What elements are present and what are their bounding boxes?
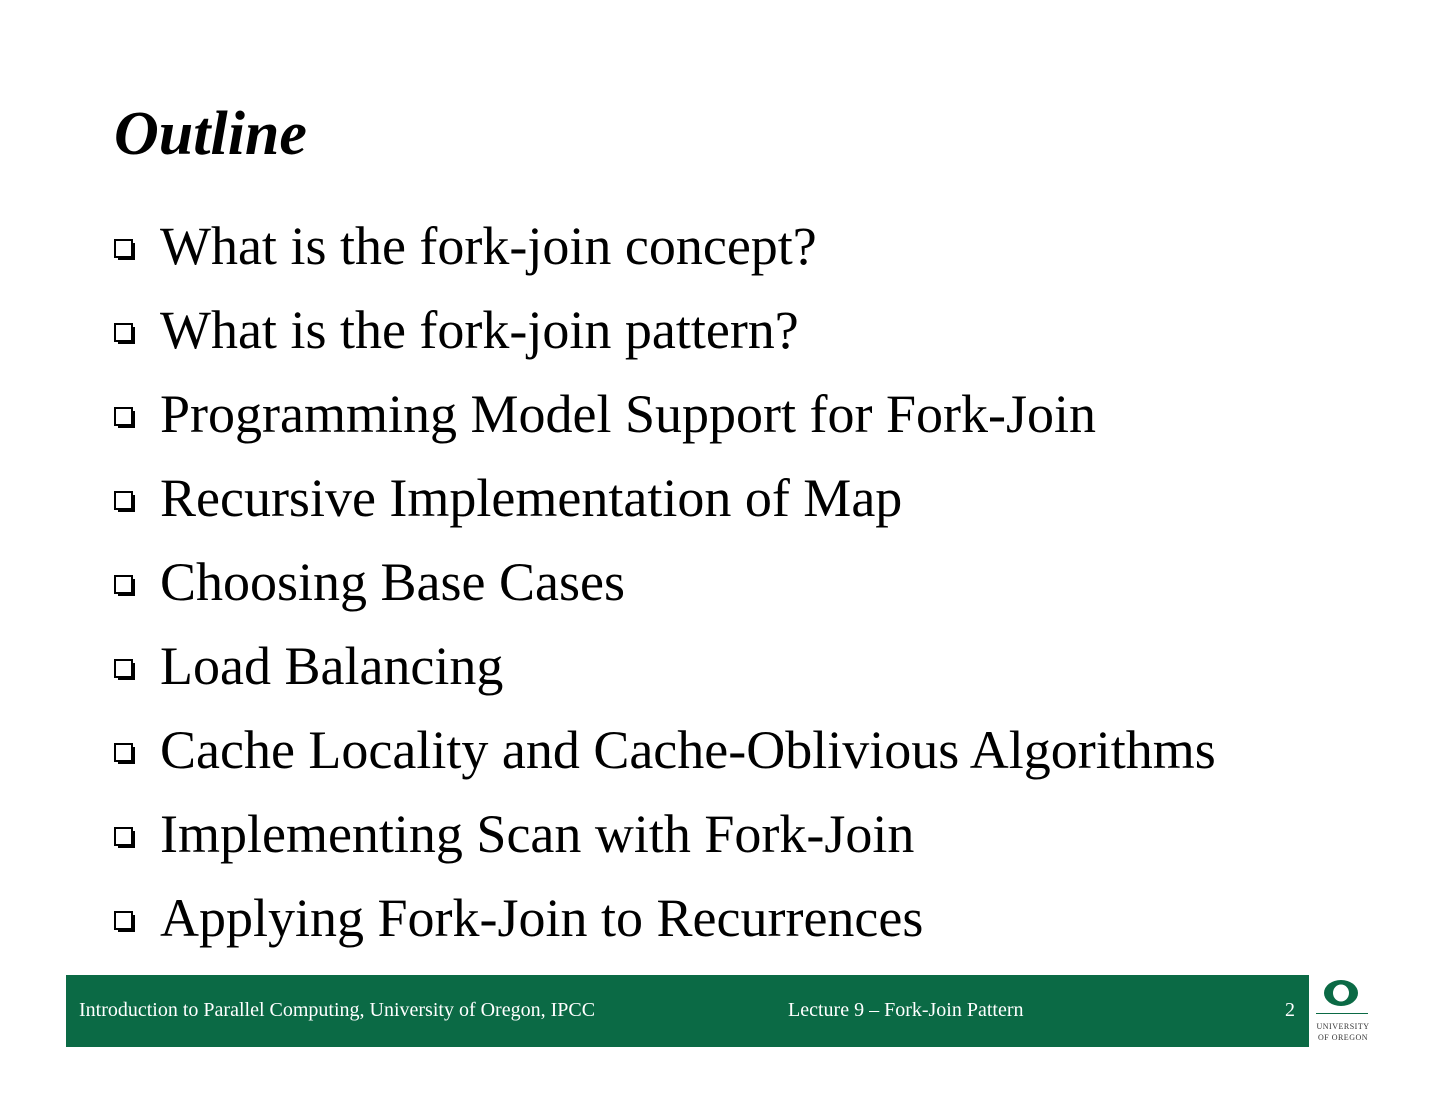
square-bullet-icon bbox=[114, 743, 135, 765]
outline-item bbox=[114, 288, 1216, 372]
outline-item bbox=[114, 624, 1216, 708]
outline-item-label: Choosing Base Cases bbox=[160, 552, 625, 612]
outline-item bbox=[114, 792, 1216, 876]
square-bullet-icon bbox=[114, 491, 135, 513]
outline-item-label: Recursive Implementation of Map bbox=[160, 468, 903, 528]
course-title: Introduction to Parallel Computing, University of Oregon, IPCC bbox=[79, 999, 596, 1021]
logo-divider bbox=[1316, 1013, 1368, 1014]
square-bullet-icon bbox=[114, 239, 135, 261]
outline-item bbox=[114, 708, 1216, 792]
square-bullet-icon bbox=[114, 407, 135, 429]
square-bullet-icon bbox=[114, 827, 135, 849]
outline-item-label: What is the fork-join concept? bbox=[160, 216, 817, 276]
outline-item-label: What is the fork-join pattern? bbox=[160, 300, 799, 360]
outline-item bbox=[114, 204, 1216, 288]
square-bullet-icon bbox=[114, 575, 135, 597]
page-number: 2 bbox=[1285, 999, 1295, 1021]
outline-item-label: Programming Model Support for Fork-Join bbox=[160, 384, 1096, 444]
outline-item bbox=[114, 372, 1216, 456]
outline-item-label: Applying Fork-Join to Recurrences bbox=[160, 888, 924, 948]
outline-list bbox=[114, 204, 1216, 960]
square-bullet-icon bbox=[114, 911, 135, 933]
logo-text-of-oregon: OF OREGON bbox=[1317, 1033, 1369, 1042]
footer-bar bbox=[66, 975, 1309, 1047]
square-bullet-icon bbox=[114, 659, 135, 681]
lecture-title: Lecture 9 – Fork-Join Pattern bbox=[788, 999, 1024, 1021]
university-of-oregon-logo bbox=[1312, 975, 1374, 1047]
outline-item bbox=[114, 876, 1216, 960]
outline-item-label: Cache Locality and Cache-Oblivious Algorithms bbox=[160, 720, 1216, 780]
outline-item-label: Load Balancing bbox=[160, 636, 504, 696]
o-mark-icon bbox=[1321, 978, 1361, 1008]
outline-item-label: Implementing Scan with Fork-Join bbox=[160, 804, 915, 864]
logo-text-university: UNIVERSITY bbox=[1316, 1022, 1370, 1031]
slide-title: Outline bbox=[114, 100, 307, 168]
outline-item bbox=[114, 456, 1216, 540]
outline-item bbox=[114, 540, 1216, 624]
square-bullet-icon bbox=[114, 323, 135, 345]
